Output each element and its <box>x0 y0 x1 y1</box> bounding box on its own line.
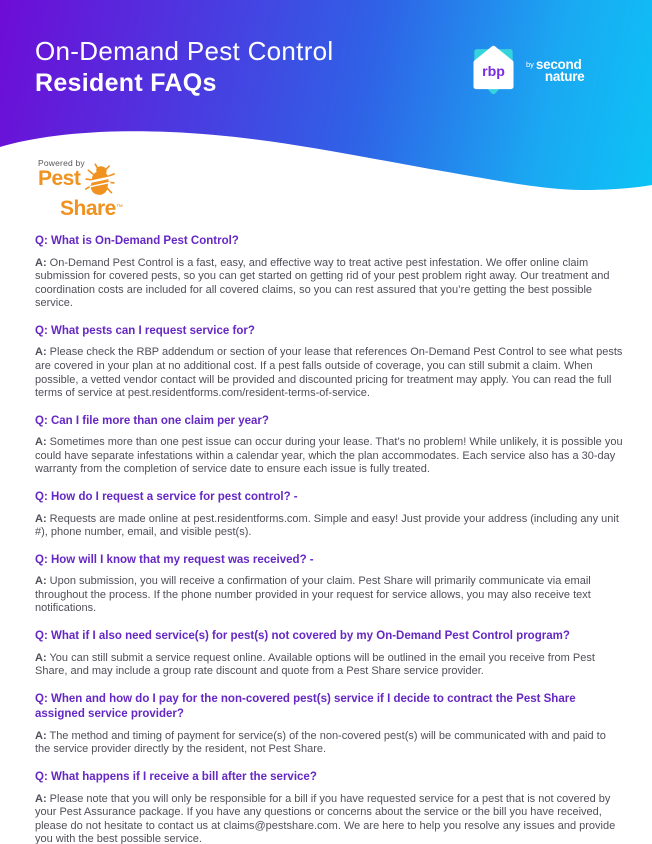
faq-question: Q: What is On-Demand Pest Control? <box>35 235 239 247</box>
faq-answer: A: Upon submission, you will receive a confirmation of your claim. Pest Share will primarily communicate via email throughout the process. If the phone number provided in your request for service allows, you may also receive text notifications. <box>35 575 591 615</box>
faq-answer: A: The method and timing of payment for service(s) of the non-covered pest(s) will be communicated with and paid to the service provider directly by the resident, not Pest Share. <box>35 729 606 756</box>
title-line-1: On-Demand Pest Control <box>35 36 334 66</box>
faq-item <box>35 324 624 401</box>
faq-item <box>35 553 624 616</box>
faq-list <box>0 215 652 844</box>
faq-answer: A: Sometimes more than one pest issue can occur during your lease. That’s no problem! While unlikely, it is possible you could have separate infestations within a calendar year, which the plan accommodates. Each service also has a 30-day warranty from the completion of service date to ensure each issue is fully treated. <box>35 436 623 476</box>
second-nature-wordmark <box>526 59 584 82</box>
faq-answer: A: Please check the RBP addendum or section of your lease that references On-Demand Pest Control to see what pests are covered in your plan at no additional cost. If a pest falls outside of coverage, you can still submit a claim. When possible, a vetted vendor contact will be provided and discounted pricing for treatment may apply. You can read the full terms of service at pest.residentforms.com/resident-terms-of-service. <box>35 346 623 400</box>
faq-question: Q: How will I know that my request was received? - <box>35 553 314 566</box>
faq-answer: A: You can still submit a service request online. Available options will be outlined in the email you receive from Pest Share, and may include a group rate discount and quote from a Pest Share service provider. <box>35 651 595 678</box>
second-nature-line2: nature <box>544 68 585 84</box>
faq-question: Q: What pests can I request service for? <box>35 324 255 337</box>
faq-answer: A: On-Demand Pest Control is a fast, easy, and effective way to treat active pest infestation. We offer online claim submission for covered pests, so you can get started on getting rid of your pest problem right away. Our treatment and coordination costs are included for all covered claims, so you can rest assured that you’re getting the best possible service. <box>35 256 610 310</box>
by-label: by <box>526 60 534 69</box>
pest-share-word-pest: Pest <box>38 167 81 190</box>
title-line-2: Resident FAQs <box>35 69 217 97</box>
faq-question: Q: When and how do I pay for the non-covered pest(s) service if I decide to contract the Pest Share assigned service provider? <box>35 692 576 721</box>
faq-question: Q: What if I also need service(s) for pest(s) not covered by my On-Demand Pest Control program? <box>35 630 570 643</box>
rbp-badge-text: rbp <box>482 63 505 80</box>
faq-question: Q: What happens if I receive a bill after the service? <box>35 771 317 783</box>
trademark-symbol: ™ <box>115 204 123 211</box>
faq-question: Q: How do I request a service for pest control? - <box>35 491 298 504</box>
rbp-second-nature-logo <box>470 45 584 95</box>
page-title <box>35 36 334 98</box>
faq-question: Q: Can I file more than one claim per year? <box>35 414 269 427</box>
faq-item <box>35 770 624 844</box>
hero-header <box>0 0 652 220</box>
faq-item <box>35 490 624 540</box>
faq-item <box>35 234 624 311</box>
faq-item <box>35 414 624 477</box>
faq-item <box>35 692 624 757</box>
pest-share-logo <box>38 158 122 218</box>
powered-by-label: Powered by <box>38 158 85 168</box>
second-nature-line1: second <box>535 57 582 72</box>
faq-item <box>35 629 624 679</box>
faq-answer: A: Please note that you will only be responsible for a bill if you have requested service for a pest that is not covered by your Pest Assurance package. If you have any questions or concerns about the service or the bill you have received, please do not hesitate to contact us at claims@pestshare.com. We are here to help you resolve any issues and provide you with the best possible service. <box>35 792 616 844</box>
faq-answer: A: Requests are made online at pest.residentforms.com. Simple and easy! Just provide your address (including any unit #), phone number, email, and visible pest(s). <box>35 512 619 539</box>
pest-share-word-share: Share™ <box>60 197 123 220</box>
bug-icon <box>85 163 115 199</box>
rbp-badge-icon <box>470 45 517 95</box>
